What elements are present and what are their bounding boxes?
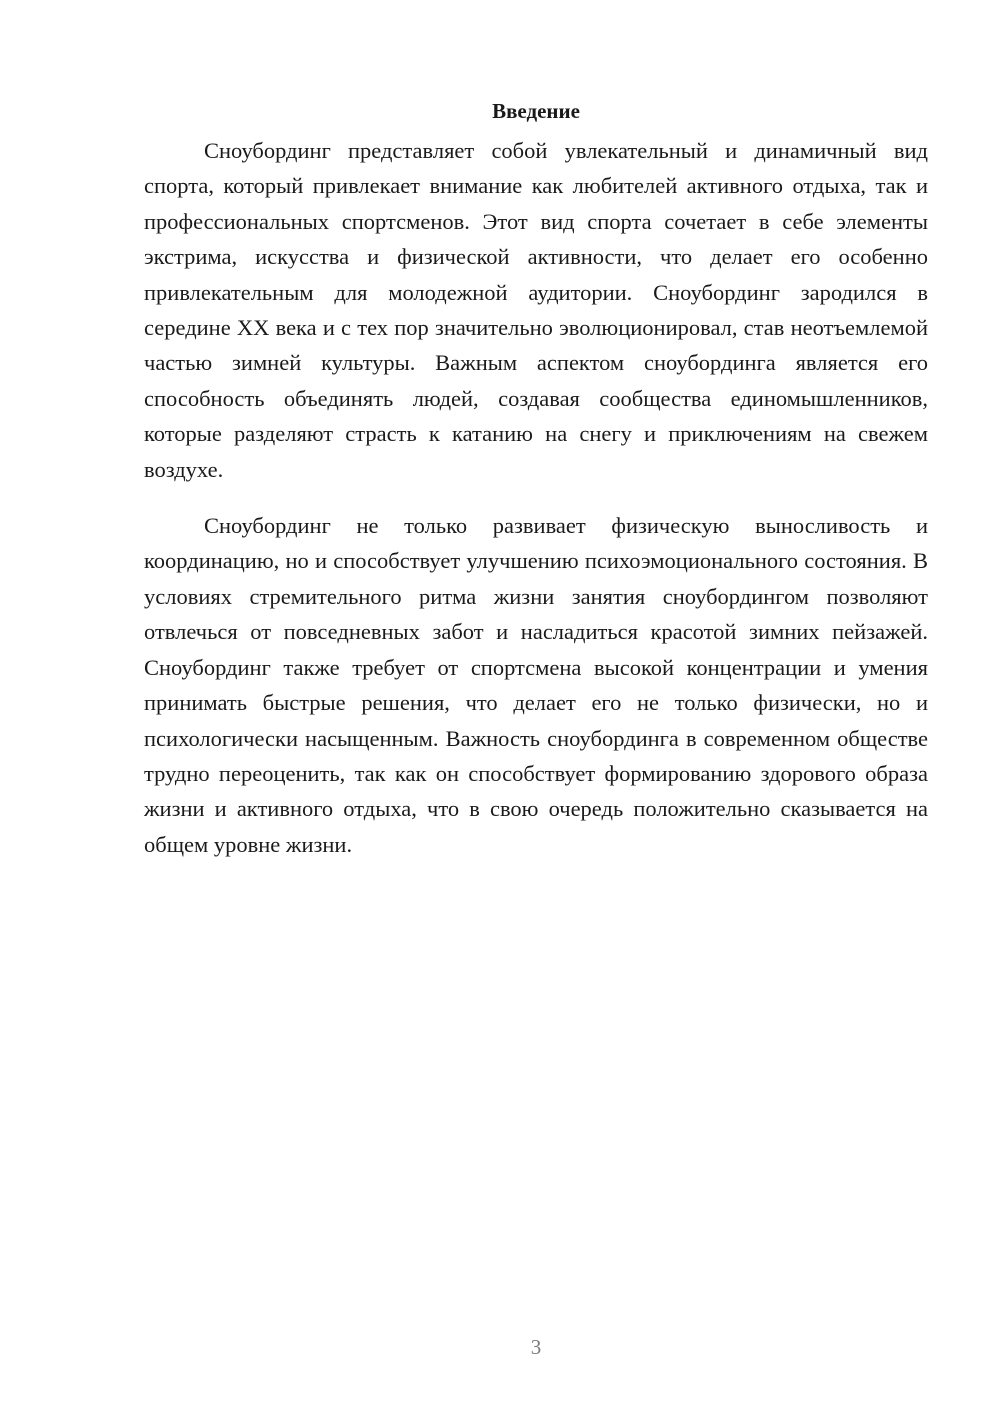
paragraph-2: Сноубординг не только развивает физическую выносливость и координацию, но и способствует улучшению психоэмоционального состояния. В условиях стремительного ритма жизни занятия сноубордингом позволяют отвлечься от повседневных забот и насладиться красотой зимних пейзажей. Сноубординг также требует от спортсмена высокой концентрации и умения принимать быстрые решения, что делает его не только физически, но и психологически насыщенным. Важность сноубординга в современном обществе трудно переоценить, так как он способствует формированию здорового образа жизни и активного отдыха, что в свою очередь положительно сказывается на общем уровне жизни.	[144, 513, 928, 857]
paragraph-1: Сноубординг представляет собой увлекательный и динамичный вид спорта, который привлекает внимание как любителей активного отдыха, так и профессиональных спортсменов. Этот вид спорта сочетает в себе элементы экстрима, искусства и физической активности, что делает его особенно привлекательным для молодежной аудитории. Сноубординг зародился в середине XX века и с тех пор значительно эволюционировал, став неотъемлемой частью зимней культуры. Важным аспектом сноубординга является его способность объединять людей, создавая сообщества единомышленников, которые разделяют страсть к катанию на снегу и приключениям на свежем воздухе.	[144, 138, 928, 482]
section-heading: Введение	[492, 99, 580, 123]
page-number: 3	[530, 1335, 542, 1359]
page-content	[144, 95, 928, 862]
